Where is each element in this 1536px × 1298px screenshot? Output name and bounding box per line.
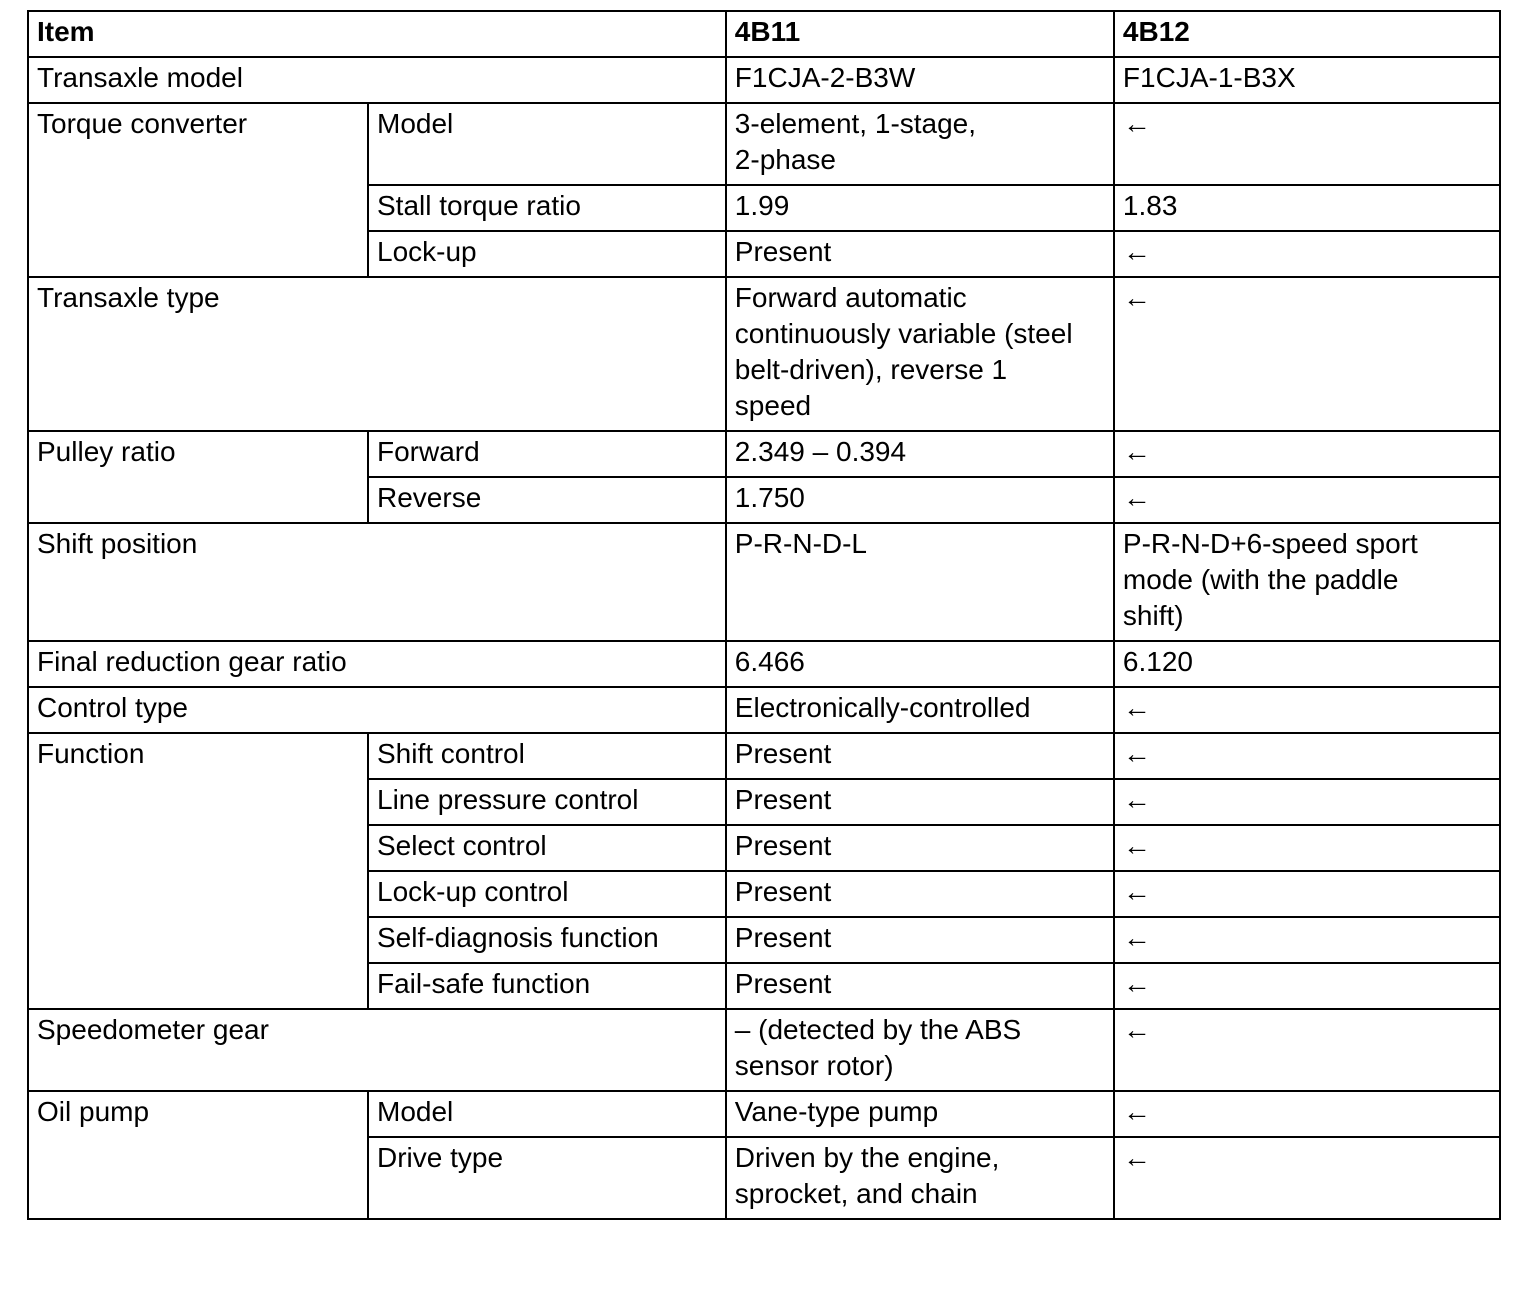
same-as-4b11-arrow: ← [1114, 1137, 1500, 1219]
value-4b11: 2.349 – 0.394 [726, 431, 1114, 477]
row-label: Control type [28, 687, 726, 733]
same-as-4b11-arrow: ← [1114, 963, 1500, 1009]
sub-label: Model [368, 103, 726, 185]
row-label: Shift position [28, 523, 726, 641]
table-row [28, 431, 1500, 477]
header-item: Item [28, 11, 726, 57]
sub-label: Reverse [368, 477, 726, 523]
sub-label: Drive type [368, 1137, 726, 1219]
row-group-label: Function [28, 733, 368, 1009]
value-4b12: 1.83 [1114, 185, 1500, 231]
table-row [28, 57, 1500, 103]
value-4b11: 6.466 [726, 641, 1114, 687]
row-group-label: Pulley ratio [28, 431, 368, 523]
table-row [28, 1009, 1500, 1091]
value-4b11: – (detected by the ABS sensor rotor) [726, 1009, 1114, 1091]
table-row [28, 103, 1500, 185]
same-as-4b11-arrow: ← [1114, 1091, 1500, 1137]
same-as-4b11-arrow: ← [1114, 477, 1500, 523]
value-4b11: Present [726, 733, 1114, 779]
value-4b11: Present [726, 231, 1114, 277]
same-as-4b11-arrow: ← [1114, 103, 1500, 185]
same-as-4b11-arrow: ← [1114, 917, 1500, 963]
value-4b11: P-R-N-D-L [726, 523, 1114, 641]
header-4b12: 4B12 [1114, 11, 1500, 57]
row-group-label: Torque converter [28, 103, 368, 277]
same-as-4b11-arrow: ← [1114, 431, 1500, 477]
sub-label: Self-diagnosis function [368, 917, 726, 963]
table-row [28, 1091, 1500, 1137]
value-4b11: Present [726, 963, 1114, 1009]
table-row [28, 733, 1500, 779]
value-4b12: P-R-N-D+6-speed sport mode (with the paddle shift) [1114, 523, 1500, 641]
value-4b11: Electronically-controlled [726, 687, 1114, 733]
same-as-4b11-arrow: ← [1114, 825, 1500, 871]
table-row [28, 277, 1500, 431]
header-4b11: 4B11 [726, 11, 1114, 57]
value-4b12: F1CJA-1-B3X [1114, 57, 1500, 103]
value-4b11: Driven by the engine, sprocket, and chain [726, 1137, 1114, 1219]
value-4b11: Present [726, 779, 1114, 825]
same-as-4b11-arrow: ← [1114, 871, 1500, 917]
value-4b11: Forward automatic continuously variable (steel belt-driven), reverse 1 speed [726, 277, 1114, 431]
value-4b11: Vane-type pump [726, 1091, 1114, 1137]
same-as-4b11-arrow: ← [1114, 733, 1500, 779]
sub-label: Select control [368, 825, 726, 871]
value-4b11: Present [726, 825, 1114, 871]
sub-label: Forward [368, 431, 726, 477]
table-row [28, 687, 1500, 733]
value-4b11: Present [726, 871, 1114, 917]
table-header-row [28, 11, 1500, 57]
sub-label: Lock-up [368, 231, 726, 277]
row-label: Final reduction gear ratio [28, 641, 726, 687]
value-4b11: Present [726, 917, 1114, 963]
row-group-label: Oil pump [28, 1091, 368, 1219]
specifications-table [27, 10, 1501, 1220]
same-as-4b11-arrow: ← [1114, 1009, 1500, 1091]
row-label: Speedometer gear [28, 1009, 726, 1091]
sub-label: Shift control [368, 733, 726, 779]
same-as-4b11-arrow: ← [1114, 779, 1500, 825]
same-as-4b11-arrow: ← [1114, 277, 1500, 431]
table-row [28, 523, 1500, 641]
sub-label: Fail-safe function [368, 963, 726, 1009]
value-4b11: 3-element, 1-stage, 2-phase [726, 103, 1114, 185]
same-as-4b11-arrow: ← [1114, 687, 1500, 733]
same-as-4b11-arrow: ← [1114, 231, 1500, 277]
value-4b11: F1CJA-2-B3W [726, 57, 1114, 103]
row-label: Transaxle type [28, 277, 726, 431]
value-4b11: 1.99 [726, 185, 1114, 231]
sub-label: Model [368, 1091, 726, 1137]
sub-label: Line pressure control [368, 779, 726, 825]
sub-label: Lock-up control [368, 871, 726, 917]
sub-label: Stall torque ratio [368, 185, 726, 231]
row-label: Transaxle model [28, 57, 726, 103]
value-4b12: 6.120 [1114, 641, 1500, 687]
value-4b11: 1.750 [726, 477, 1114, 523]
table-row [28, 641, 1500, 687]
